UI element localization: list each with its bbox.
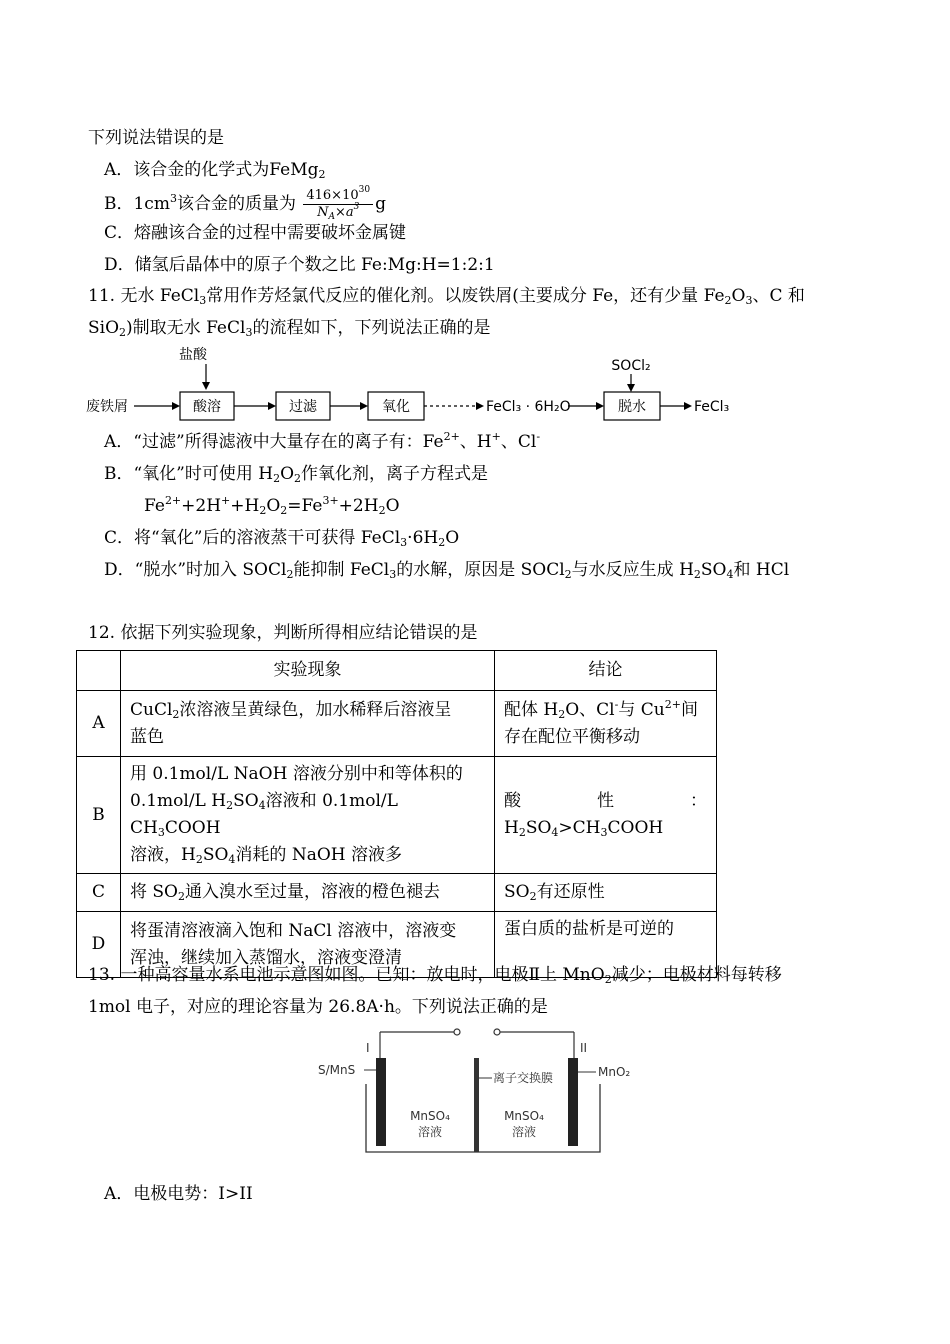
q11-stem-line2: SiO$_2$)制取无水 FeCl$_3$的流程如下，下列说法正确的是 (88, 318, 491, 339)
electrode-i-label: I (366, 1041, 370, 1055)
table-header-blank (77, 651, 121, 691)
row-phenomenon: 将 $SO_2$通入溴水至过量，溶液的橙色褪去 (121, 874, 495, 912)
reagent-hcl: 盐酸 (179, 347, 207, 363)
row-label: C (77, 874, 121, 912)
flow-step3: 氧化 (382, 399, 410, 415)
flow-product: FeCl₃ (694, 399, 730, 415)
process-flow-diagram (86, 346, 746, 422)
q10-option-d: D．储氢后晶体中的原子个数之比 Fe:Mg:H=1:2:1 (104, 255, 495, 275)
table-row (77, 757, 717, 874)
battery-diagram (318, 1026, 638, 1156)
row-label: A (77, 691, 121, 757)
reagent-socl2: SOCl₂ (611, 358, 651, 374)
table-header-conclusion: 结论 (495, 651, 717, 691)
row-conclusion: 酸 性 ： $H_2SO_4>CH_3COOH$ (495, 757, 717, 874)
q11-option-b-equation: $Fe^{2+}+2H^++H_2O_2=Fe^{3+}+2H_2O$ (144, 494, 400, 517)
q10-option-a: A．该合金的化学式为FeMg$_2$ (104, 160, 326, 181)
flow-step2: 过滤 (289, 399, 317, 415)
mass-fraction: $\frac{416\times 10^{30}}{N_A\times a^3}$ (303, 188, 373, 221)
row-phenomenon: 将蛋清溶液滴入饱和 NaCl 溶液中，溶液变 浑浊，继续加入蒸馏水，溶液变澄清 (121, 912, 495, 978)
right-material-label: MnO₂ (598, 1065, 631, 1079)
row-conclusion: 蛋白质的盐析是可逆的 (495, 912, 717, 978)
q10-option-b: B．$1cm^3$该合金的质量为 $\frac{416\times 10^{30}}{N_A\times a^3}$ g (104, 185, 386, 222)
q13-option-a: A．电极电势：I>II (104, 1184, 253, 1204)
table-header-row (77, 651, 717, 691)
flow-intermediate: FeCl₃ · 6H₂O (486, 399, 571, 415)
terminal-left (454, 1029, 460, 1035)
flow-start: 废铁屑 (86, 399, 128, 415)
right-solution-label-2: 溶液 (511, 1125, 537, 1139)
right-solution-label: MnSO₄ (504, 1109, 544, 1123)
q12-stem: 12. 依据下列实验现象，判断所得相应结论错误的是 (88, 623, 478, 643)
q11-option-d: D．“脱水”时加入 SOCl$_2$能抑制 FeCl$_3$的水解，原因是 SOCl$_2$与水反应生成 $H_2SO_4$和 HCl (104, 560, 790, 581)
flow-step1: 酸溶 (193, 399, 221, 415)
q11-option-c: C．将“氧化”后的溶液蒸干可获得 $FeCl_3\cdot 6H_2O$ (104, 528, 460, 549)
row-conclusion: $SO_2$有还原性 (495, 874, 717, 912)
ion-exchange-membrane (474, 1058, 479, 1152)
table-row (77, 691, 717, 757)
q13-stem-line1: 13. 一种高容量水系电池示意图如图。已知：放电时，电极Ⅱ上 MnO$_2$减少；电极材料每转移 (88, 965, 782, 986)
electrode-ii (568, 1058, 578, 1146)
table-row (77, 874, 717, 912)
q11-option-b: B．“氧化”时可使用 $H_2O_2$作氧化剂，离子方程式是 (104, 464, 489, 485)
electrode-i (376, 1058, 386, 1146)
row-conclusion: 配体 $H_2O$、Cl-与 $Cu^{2+}$间 存在配位平衡移动 (495, 691, 717, 757)
left-material-label: S/MnS (318, 1063, 356, 1077)
experiment-table (76, 650, 717, 978)
q13-stem-line2: 1mol 电子，对应的理论容量为 26.8A·h。下列说法正确的是 (88, 997, 548, 1017)
left-solution-label: MnSO₄ (410, 1109, 450, 1123)
membrane-label: 离子交换膜 (493, 1071, 554, 1085)
q11-stem-line1: 11. 无水 FeCl$_3$常用作芳烃氯代反应的催化剂。以废铁屑(主要成分 Fe，还有少量 $Fe_2O_3$、C 和 (88, 286, 805, 307)
q10-option-c: C．熔融该合金的过程中需要破坏金属键 (104, 223, 407, 243)
q11-option-a: A．“过滤”所得滤液中大量存在的离子有：$Fe^{2+}$、H+、Cl- (104, 430, 541, 452)
table-header-phenomenon: 实验现象 (121, 651, 495, 691)
row-label: B (77, 757, 121, 874)
terminal-right (494, 1029, 500, 1035)
left-solution-label-2: 溶液 (417, 1125, 443, 1139)
row-phenomenon: CuCl$_2$浓溶液呈黄绿色，加水稀释后溶液呈 蓝色 (121, 691, 495, 757)
cell-container (366, 1084, 600, 1152)
row-label: D (77, 912, 121, 978)
electrode-ii-label: II (580, 1041, 588, 1055)
flow-step4: 脱水 (618, 399, 646, 415)
row-phenomenon: 用 0.1mol/L NaOH 溶液分别中和等体积的 0.1mol/L $H_2SO_4$溶液和 0.1mol/L $CH_3COOH$ 溶液，$H_2SO_4$消耗的 NaOH 溶液多 (121, 757, 495, 874)
q10-stem: 下列说法错误的是 (88, 128, 224, 148)
